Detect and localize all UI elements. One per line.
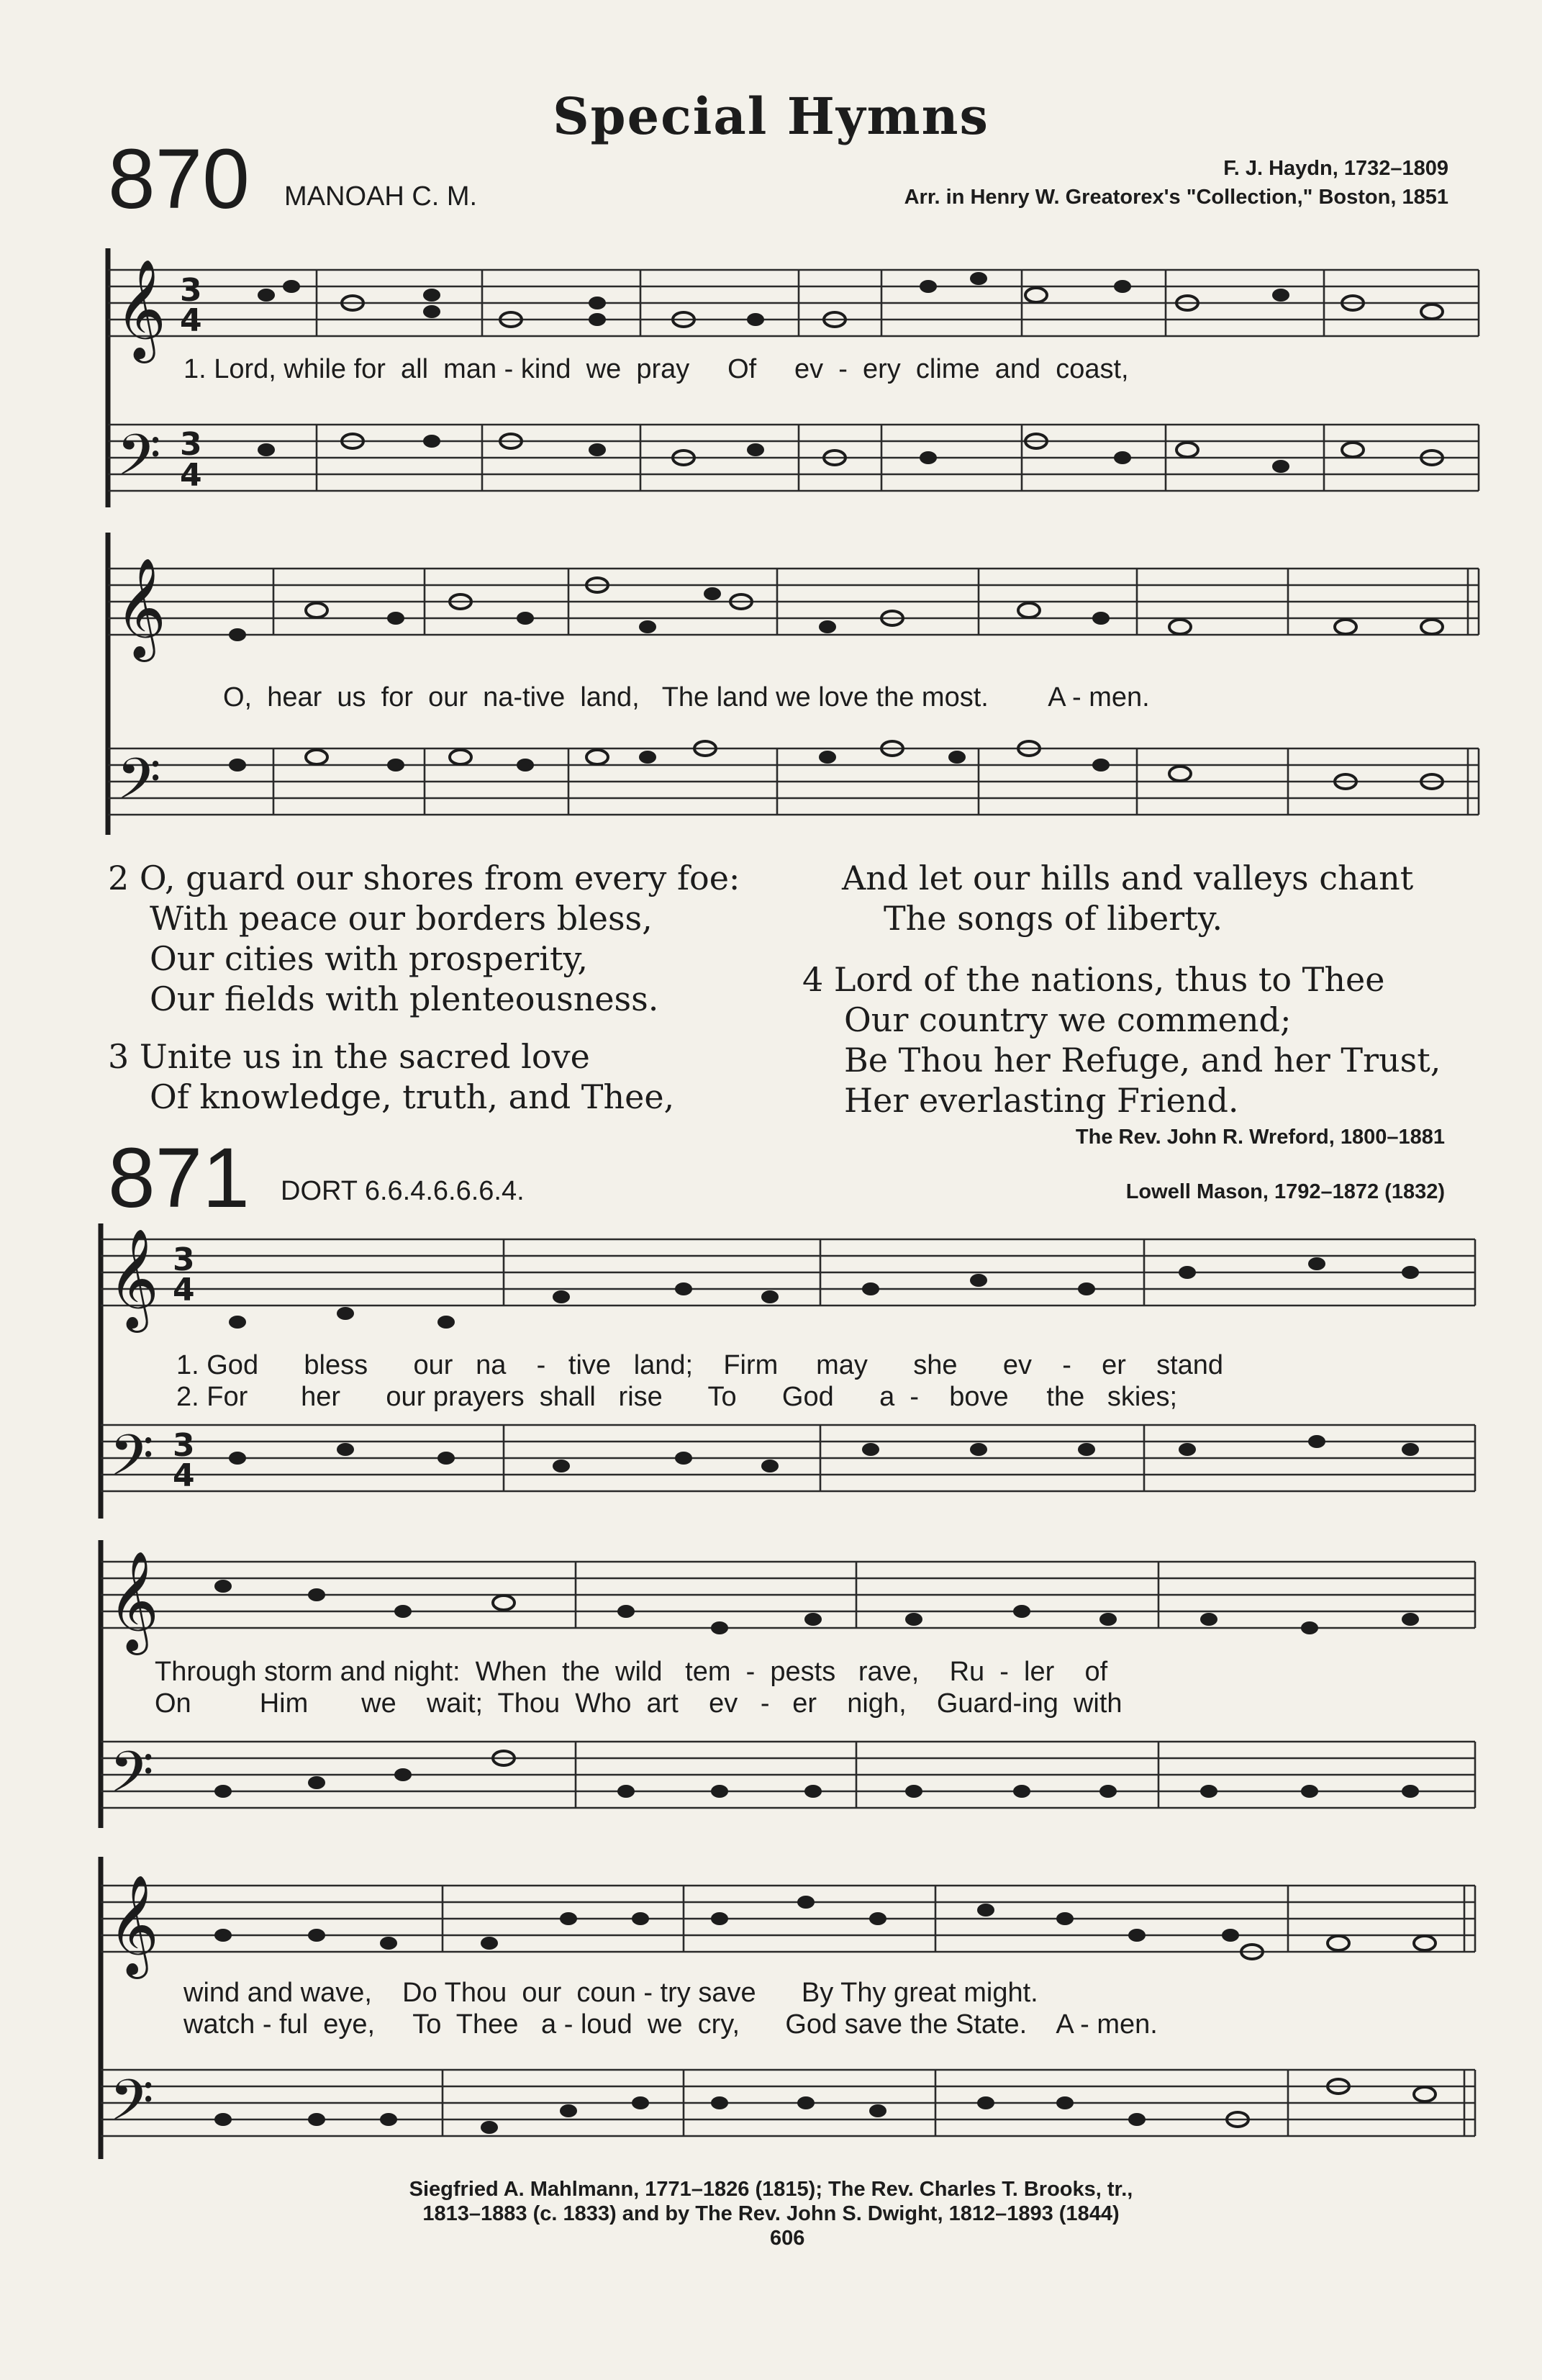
hymn-871-system-1-verse-2: 2. For her our prayers shall rise To God a - bove the skies; [176, 1382, 1178, 1412]
hymn-870-verse-3 [108, 1036, 674, 1117]
hymn-871-system-1-verse-1: 1. God bless our na - tive land; Firm may she ev - er stand [176, 1350, 1224, 1380]
svg-text:3: 3 [173, 1427, 195, 1464]
svg-text:𝄢: 𝄢 [109, 1422, 154, 1503]
hymn-871-credits-line-2: 1813–1883 (c. 1833) and by The Rev. John S. Dwight, 1812–1893 (1844) [422, 2202, 1120, 2225]
hymn-870-composer: F. J. Haydn, 1732–1809 [1223, 157, 1448, 180]
hymn-870-verse-3-continued [842, 858, 1413, 938]
svg-text:𝄞: 𝄞 [108, 1551, 159, 1651]
verse-line: And let our hills and valleys chant [842, 859, 1414, 897]
svg-text:𝄞: 𝄞 [108, 1875, 159, 1975]
hymn-870-lyric-line-1: 1. Lord, while for all man - kind we pray Of ev - ery clime and coast, [183, 354, 1129, 384]
svg-text:4: 4 [173, 1457, 195, 1494]
hymn-871-composer: Lowell Mason, 1792–1872 (1832) [1125, 1180, 1445, 1203]
hymn-871-number: 871 [108, 1131, 250, 1226]
svg-text:𝄞: 𝄞 [108, 1229, 159, 1329]
svg-text:3: 3 [180, 426, 202, 463]
verse-line: Be Thou her Refuge, and her Trust, [844, 1041, 1441, 1080]
svg-text:3: 3 [180, 272, 202, 309]
verse-line: The songs of liberty. [884, 899, 1223, 938]
hymn-871-system-2-verse-1: Through storm and night: When the wild tem - pests rave, Ru - ler of [155, 1657, 1108, 1687]
svg-text:𝄢: 𝄢 [117, 746, 161, 826]
svg-text:𝄢: 𝄢 [117, 422, 161, 502]
verse-line: 2 O, guard our shores from every foe: [108, 859, 740, 897]
verse-line: Her everlasting Friend. [844, 1081, 1239, 1120]
verse-line: Our fields with plenteousness. [150, 979, 659, 1018]
svg-text:4: 4 [180, 302, 202, 339]
svg-text:𝄢: 𝄢 [109, 1739, 154, 1819]
hymn-871-system-3-verse-2: watch - ful eye, To Thee a - loud we cry, God save the State. A - men. [183, 2009, 1158, 2040]
verse-line: Of knowledge, truth, and Thee, [150, 1077, 675, 1116]
hymn-870-author: The Rev. John R. Wreford, 1800–1881 [1075, 1126, 1445, 1149]
svg-text:3: 3 [173, 1241, 195, 1278]
svg-text:𝄞: 𝄞 [115, 259, 166, 359]
hymn-871-tune: DORT 6.6.4.6.6.6.4. [281, 1176, 525, 1206]
verse-line: Our cities with prosperity, [150, 939, 588, 978]
verse-line: 4 Lord of the nations, thus to Thee [802, 960, 1385, 999]
verse-line: With peace our borders bless, [150, 899, 653, 938]
page-header: Special Hymns [553, 86, 989, 146]
verse-line: 3 Unite us in the sacred love [108, 1037, 590, 1076]
svg-text:4: 4 [173, 1272, 195, 1308]
hymn-871-system-2-verse-2: On Him we wait; Thou Who art ev - er nigh, Guard-ing with [155, 1688, 1123, 1719]
hymn-870-number: 870 [108, 132, 250, 227]
verse-line: Our country we commend; [844, 1000, 1292, 1039]
hymn-870-arranger: Arr. in Henry W. Greatorex's "Collection," Boston, 1851 [904, 186, 1448, 209]
hymn-871-credits-line-1: Siegfried A. Mahlmann, 1771–1826 (1815); The Rev. Charles T. Brooks, tr., [409, 2178, 1133, 2201]
hymn-870-verse-4 [802, 959, 1441, 1121]
hymn-870-lyric-line-2: O, hear us for our na-tive land, The land we love the most. A - men. [223, 682, 1150, 712]
hymn-871-system-3-verse-1: wind and wave, Do Thou our coun - try save By Thy great might. [183, 1978, 1038, 2008]
hymn-870-tune: MANOAH C. M. [284, 181, 478, 212]
svg-text:𝄞: 𝄞 [115, 558, 166, 658]
svg-text:𝄢: 𝄢 [109, 2067, 154, 2148]
hymn-870-verse-2 [108, 858, 740, 1019]
page-number: 606 [770, 2227, 805, 2250]
svg-text:4: 4 [180, 457, 202, 494]
